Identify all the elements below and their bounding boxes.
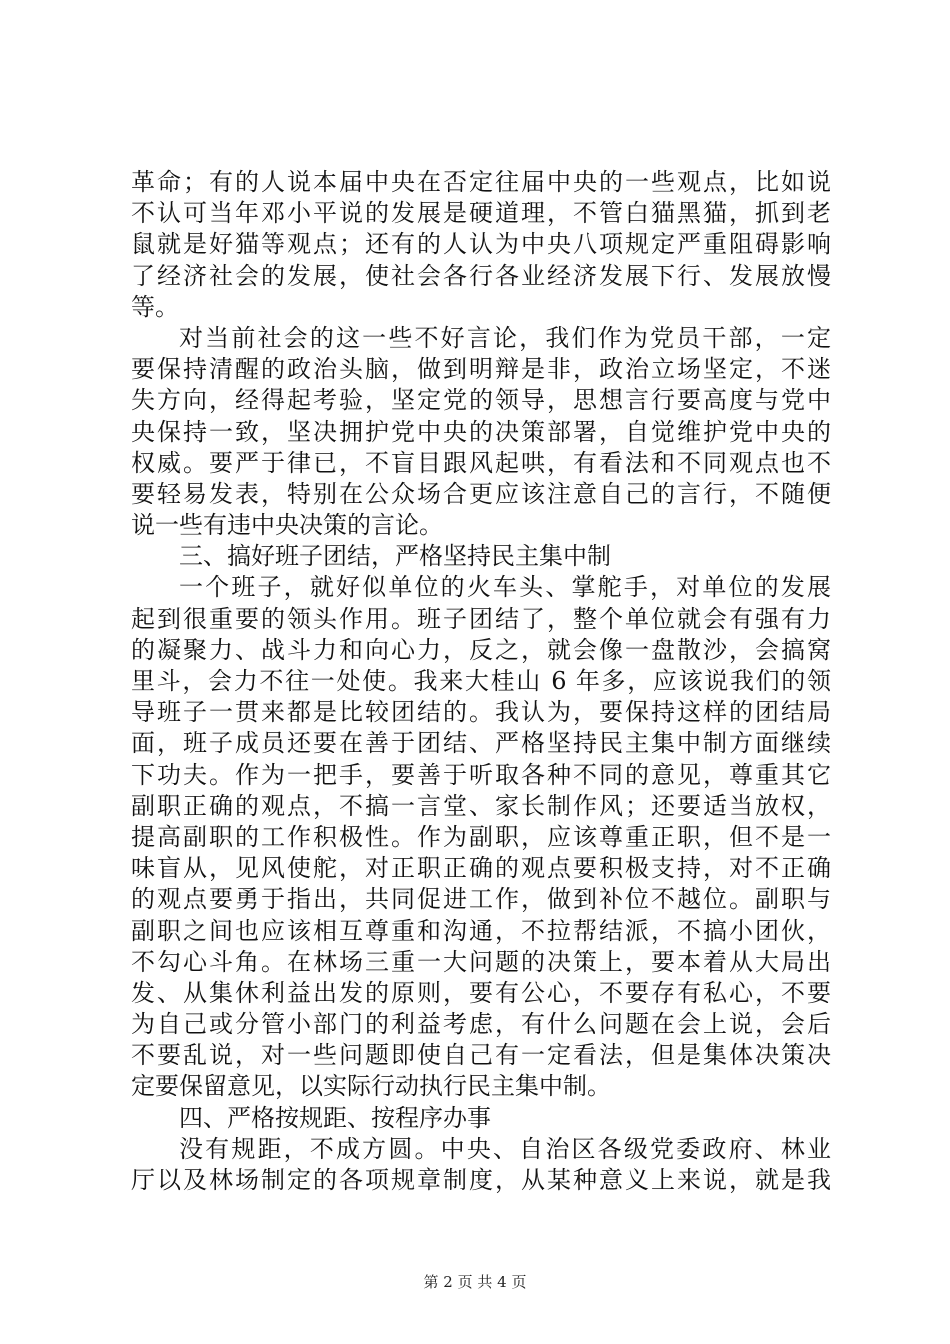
text-line: 三、搞好班子团结，严格坚持民主集中制: [179, 542, 611, 571]
document-body: [131, 167, 831, 1196]
text-line: 的观点要勇于指出，共同促进工作，做到补位不越位。副职与: [131, 885, 831, 914]
text-line: 副职正确的观点，不搞一言堂、家长制作风；还要适当放权，: [131, 791, 831, 820]
text-line: 一个班子，就好似单位的火车头、掌舵手，对单位的发展: [179, 573, 831, 602]
text-line: 下功夫。作为一把手，要善于听取各种不同的意见，尊重其它: [131, 760, 831, 789]
text-line: 不认可当年邓小平说的发展是硬道理，不管白猫黑猫，抓到老: [131, 199, 831, 228]
text-line: 为自己或分管小部门的利益考虑，有什么问题在会上说，会后: [131, 1010, 831, 1039]
text-line: 四、严格按规距、按程序办事: [179, 1103, 491, 1132]
text-line: 起到很重要的领头作用。班子团结了，整个单位就会有强有力: [131, 604, 831, 633]
text-line: 厅以及林场制定的各项规章制度，从某种意义上来说，就是我: [131, 1166, 831, 1194]
text-line: 要保持清醒的政治头脑，做到明辩是非，政治立场坚定，不迷: [131, 355, 831, 384]
text-line: 不勾心斗角。在林场三重一大问题的决策上，要本着从大局出: [131, 947, 831, 976]
text-line: 里斗，会力不往一处使。我来大桂山 6 年多，应该说我们的领: [131, 667, 831, 695]
text-line: 没有规距，不成方圆。中央、自治区各级党委政府、林业: [179, 1134, 831, 1163]
text-line: 等。: [131, 292, 179, 321]
paragraph: [131, 323, 831, 541]
text-line: 不要乱说，对一些问题即使自己有一定看法，但是集体决策决: [131, 1041, 831, 1070]
text-line: 权威。要严于律已，不盲目跟风起哄，有看法和不同观点也不: [131, 448, 831, 477]
text-line: 定要保留意见，以实际行动执行民主集中制。: [131, 1072, 611, 1101]
text-line: 鼠就是好猫等观点；还有的人认为中央八项规定严重阻碍影响: [131, 230, 831, 259]
section-heading: [131, 541, 831, 572]
text-line: 副职之间也应该相互尊重和沟通，不拉帮结派，不搞小团伙，: [131, 916, 831, 945]
paragraph: [131, 167, 831, 323]
text-line: 导班子一贯来都是比较团结的。我认为，要保持这样的团结局: [131, 698, 831, 727]
text-line: 要轻易发表，特别在公众场合更应该注意自己的言行，不随便: [131, 479, 831, 508]
text-line: 央保持一致，坚决拥护党中央的决策部署，自觉维护党中央的: [131, 417, 831, 446]
text-line: 味盲从，见风使舵，对正职正确的观点要积极支持，对不正确: [131, 854, 831, 883]
text-line: 发、从集休利益出发的原则，要有公心，不要存有私心，不要: [131, 978, 831, 1007]
paragraph: [131, 1134, 831, 1196]
page-footer: 第 2 页 共 4 页: [423, 1273, 527, 1291]
text-line: 提高副职的工作积极性。作为副职，应该尊重正职，但不是一: [131, 822, 831, 851]
text-line: 说一些有违中央决策的言论。: [131, 511, 443, 540]
text-line: 失方向，经得起考验，坚定党的领导，思想言行要高度与党中: [131, 386, 831, 415]
paragraph: [131, 572, 831, 1102]
text-line: 对当前社会的这一些不好言论，我们作为党员干部，一定: [179, 323, 831, 352]
section-heading: [131, 1103, 831, 1134]
text-line: 面，班子成员还要在善于团结、严格坚持民主集中制方面继续: [131, 729, 831, 758]
text-line: 的凝聚力、战斗力和向心力，反之，就会像一盘散沙，会搞窝: [131, 635, 831, 664]
text-line: 革命；有的人说本届中央在否定往届中央的一些观点，比如说: [131, 168, 831, 196]
text-line: 了经济社会的发展，使社会各行各业经济发展下行、发展放慢: [131, 261, 831, 290]
